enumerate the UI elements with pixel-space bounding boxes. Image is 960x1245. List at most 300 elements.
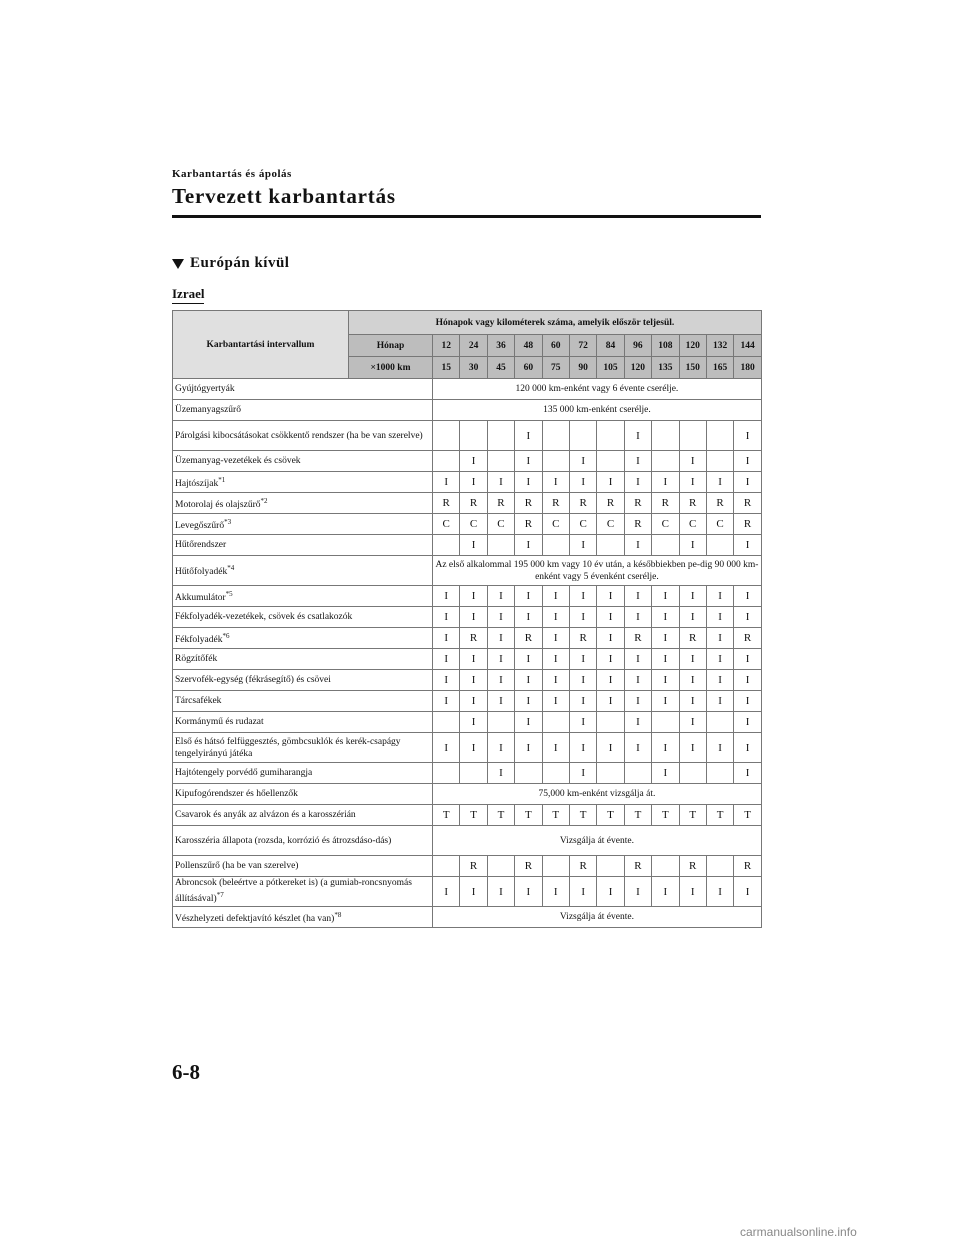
schedule-cell: I	[460, 607, 487, 628]
item-name	[173, 628, 433, 649]
km-15: 15	[433, 357, 460, 379]
km-120: 120	[624, 357, 651, 379]
item-label: Levegőszűrő	[175, 521, 225, 532]
schedule-cell: I	[542, 649, 569, 670]
schedule-cell: I	[515, 691, 542, 712]
schedule-cell: R	[624, 856, 651, 877]
schedule-cell: I	[706, 691, 733, 712]
schedule-cell: I	[487, 586, 514, 607]
footnote-ref: *1	[218, 475, 226, 484]
schedule-cell: I	[652, 472, 679, 493]
schedule-cell: I	[460, 691, 487, 712]
schedule-cell: R	[433, 493, 460, 514]
schedule-cell	[542, 535, 569, 556]
schedule-cell: I	[487, 628, 514, 649]
schedule-cell: I	[597, 628, 624, 649]
item-name	[173, 670, 433, 691]
schedule-cell	[487, 451, 514, 472]
schedule-cell: I	[542, 628, 569, 649]
schedule-cell	[679, 421, 706, 451]
schedule-cell: R	[569, 856, 596, 877]
month-36: 36	[487, 335, 514, 357]
item-name	[173, 379, 433, 400]
schedule-cell: T	[706, 805, 733, 826]
table-row	[173, 649, 762, 670]
schedule-cell: I	[460, 877, 487, 907]
schedule-cell: C	[652, 514, 679, 535]
table-row	[173, 514, 762, 535]
schedule-cell	[597, 856, 624, 877]
schedule-cell	[706, 535, 733, 556]
item-name	[173, 826, 433, 856]
interval-note: Vizsgálja át évente.	[433, 907, 762, 928]
schedule-cell: T	[542, 805, 569, 826]
schedule-cell	[569, 421, 596, 451]
schedule-cell: I	[569, 712, 596, 733]
interval-note: 135 000 km-enként cserélje.	[433, 400, 762, 421]
footnote-ref: *8	[334, 910, 342, 919]
table-row	[173, 586, 762, 607]
schedule-cell: R	[624, 493, 651, 514]
month-24: 24	[460, 335, 487, 357]
schedule-cell: I	[706, 649, 733, 670]
table-row	[173, 877, 762, 907]
schedule-cell	[597, 712, 624, 733]
item-name	[173, 784, 433, 805]
schedule-cell	[515, 763, 542, 784]
item-label: Hűtőfolyadék	[175, 567, 228, 578]
schedule-cell: I	[734, 607, 762, 628]
schedule-cell: I	[515, 733, 542, 763]
table-row	[173, 826, 762, 856]
schedule-cell: I	[679, 649, 706, 670]
months-or-km-header: Hónapok vagy kilométerek száma, amelyik először teljesül.	[349, 311, 762, 335]
schedule-cell: T	[597, 805, 624, 826]
month-72: 72	[569, 335, 596, 357]
schedule-cell	[624, 763, 651, 784]
item-name	[173, 472, 433, 493]
schedule-cell: R	[624, 628, 651, 649]
table-row	[173, 472, 762, 493]
schedule-cell: I	[515, 670, 542, 691]
schedule-cell	[487, 712, 514, 733]
schedule-cell	[597, 763, 624, 784]
schedule-cell: I	[624, 649, 651, 670]
schedule-cell: I	[652, 586, 679, 607]
schedule-cell: I	[624, 586, 651, 607]
schedule-cell: I	[679, 733, 706, 763]
interval-note: Vizsgálja át évente.	[433, 826, 762, 856]
schedule-cell: I	[569, 586, 596, 607]
schedule-cell: C	[460, 514, 487, 535]
schedule-cell: I	[624, 691, 651, 712]
table-row	[173, 733, 762, 763]
schedule-cell: I	[679, 586, 706, 607]
schedule-cell: I	[734, 733, 762, 763]
schedule-cell: R	[487, 493, 514, 514]
schedule-cell: I	[652, 628, 679, 649]
schedule-cell: I	[433, 733, 460, 763]
schedule-cell: I	[569, 691, 596, 712]
schedule-cell: I	[734, 763, 762, 784]
km-105: 105	[597, 357, 624, 379]
schedule-cell: I	[652, 763, 679, 784]
schedule-cell: I	[542, 472, 569, 493]
schedule-cell: I	[706, 733, 733, 763]
schedule-cell	[542, 856, 569, 877]
schedule-cell	[433, 856, 460, 877]
schedule-cell: I	[597, 607, 624, 628]
schedule-cell	[433, 535, 460, 556]
table-row	[173, 805, 762, 826]
schedule-cell: I	[624, 607, 651, 628]
table-row	[173, 763, 762, 784]
interval-note: 75,000 km-enként vizsgálja át.	[433, 784, 762, 805]
schedule-cell: I	[460, 670, 487, 691]
schedule-cell: R	[515, 628, 542, 649]
schedule-cell: I	[542, 691, 569, 712]
table-row	[173, 379, 762, 400]
item-label: Üzemanyagszűrő	[175, 405, 241, 415]
schedule-cell	[542, 763, 569, 784]
footnote-ref: *2	[260, 496, 268, 505]
schedule-cell	[652, 712, 679, 733]
item-name	[173, 712, 433, 733]
footnote-ref: *5	[225, 589, 233, 598]
schedule-cell: I	[433, 472, 460, 493]
schedule-cell: R	[734, 856, 762, 877]
schedule-cell: R	[597, 493, 624, 514]
schedule-cell: I	[734, 712, 762, 733]
item-name	[173, 421, 433, 451]
schedule-cell	[679, 763, 706, 784]
schedule-cell	[597, 451, 624, 472]
schedule-cell: I	[569, 451, 596, 472]
schedule-cell: I	[433, 877, 460, 907]
schedule-cell: I	[679, 607, 706, 628]
schedule-cell: I	[624, 535, 651, 556]
schedule-cell: I	[487, 877, 514, 907]
km-45: 45	[487, 357, 514, 379]
schedule-cell: I	[569, 607, 596, 628]
schedule-cell: I	[569, 877, 596, 907]
schedule-cell	[460, 763, 487, 784]
schedule-cell: I	[487, 691, 514, 712]
schedule-cell: I	[597, 586, 624, 607]
schedule-cell	[706, 763, 733, 784]
schedule-cell: I	[624, 670, 651, 691]
item-name	[173, 400, 433, 421]
item-label: Párolgási kibocsátásokat csökkentő rendszer (ha be van szerelve)	[175, 430, 423, 441]
schedule-cell: I	[460, 472, 487, 493]
schedule-cell: I	[433, 586, 460, 607]
schedule-cell: R	[734, 493, 762, 514]
region-label: Európán kívül	[190, 255, 290, 271]
footnote-ref: *4	[227, 564, 235, 573]
page-title: Tervezett karbantartás	[172, 184, 396, 208]
schedule-cell: I	[652, 670, 679, 691]
schedule-cell: C	[597, 514, 624, 535]
item-name	[173, 805, 433, 826]
km-75: 75	[542, 357, 569, 379]
schedule-cell: I	[515, 472, 542, 493]
item-name	[173, 493, 433, 514]
table-row	[173, 712, 762, 733]
month-144: 144	[734, 335, 762, 357]
item-name	[173, 856, 433, 877]
schedule-cell: R	[734, 628, 762, 649]
schedule-cell	[706, 856, 733, 877]
item-label: Gyújtógyertyák	[175, 384, 235, 394]
schedule-cell: I	[706, 670, 733, 691]
km-135: 135	[652, 357, 679, 379]
schedule-cell: I	[652, 691, 679, 712]
schedule-cell: I	[679, 712, 706, 733]
schedule-cell	[433, 421, 460, 451]
table-row	[173, 493, 762, 514]
schedule-cell	[706, 451, 733, 472]
month-12: 12	[433, 335, 460, 357]
schedule-cell: I	[652, 607, 679, 628]
schedule-cell: T	[460, 805, 487, 826]
schedule-cell: R	[679, 856, 706, 877]
schedule-cell: T	[624, 805, 651, 826]
schedule-cell: I	[542, 670, 569, 691]
schedule-cell: I	[433, 649, 460, 670]
schedule-cell: C	[679, 514, 706, 535]
item-name	[173, 691, 433, 712]
schedule-cell: R	[460, 493, 487, 514]
schedule-cell	[542, 712, 569, 733]
schedule-cell: C	[569, 514, 596, 535]
km-150: 150	[679, 357, 706, 379]
km-180: 180	[734, 357, 762, 379]
schedule-cell: I	[624, 877, 651, 907]
schedule-cell	[542, 421, 569, 451]
schedule-cell: I	[652, 877, 679, 907]
schedule-cell: I	[460, 535, 487, 556]
country-heading: Izrael	[172, 286, 204, 304]
schedule-cell: I	[597, 670, 624, 691]
schedule-cell: T	[652, 805, 679, 826]
item-label: Csavarok és anyák az alvázon és a karosszérián	[175, 810, 356, 820]
item-label: Fékfolyadék	[175, 635, 223, 646]
schedule-cell: I	[706, 586, 733, 607]
schedule-cell: C	[542, 514, 569, 535]
schedule-cell: I	[652, 649, 679, 670]
footnote-ref: *7	[216, 891, 224, 900]
schedule-cell	[652, 421, 679, 451]
schedule-cell: I	[487, 649, 514, 670]
schedule-cell: I	[734, 586, 762, 607]
footnote-ref: *3	[224, 517, 232, 526]
schedule-cell: I	[460, 712, 487, 733]
schedule-cell: I	[706, 607, 733, 628]
schedule-cell: I	[433, 670, 460, 691]
km-165: 165	[706, 357, 733, 379]
schedule-cell: I	[734, 691, 762, 712]
item-name	[173, 607, 433, 628]
schedule-cell: I	[487, 472, 514, 493]
schedule-cell	[652, 856, 679, 877]
schedule-cell: I	[542, 586, 569, 607]
schedule-cell: T	[487, 805, 514, 826]
schedule-cell: I	[542, 607, 569, 628]
km-30: 30	[460, 357, 487, 379]
schedule-cell: I	[679, 691, 706, 712]
schedule-cell: I	[460, 733, 487, 763]
schedule-cell: I	[597, 733, 624, 763]
schedule-cell: I	[624, 712, 651, 733]
interval-header: Karbantartási intervallum	[173, 311, 349, 379]
schedule-cell: R	[542, 493, 569, 514]
schedule-cell: T	[515, 805, 542, 826]
schedule-cell: I	[433, 628, 460, 649]
triangle-down-icon	[172, 259, 184, 269]
schedule-cell	[652, 451, 679, 472]
schedule-cell: I	[597, 877, 624, 907]
schedule-cell: C	[433, 514, 460, 535]
schedule-cell: R	[679, 493, 706, 514]
item-name	[173, 649, 433, 670]
table-row	[173, 421, 762, 451]
month-96: 96	[624, 335, 651, 357]
item-label: Rögzítőfék	[175, 654, 218, 664]
schedule-cell: I	[679, 451, 706, 472]
schedule-cell	[597, 535, 624, 556]
month-label: Hónap	[349, 335, 433, 357]
table-row	[173, 907, 762, 928]
table-row	[173, 670, 762, 691]
schedule-cell: R	[569, 628, 596, 649]
schedule-cell: I	[679, 535, 706, 556]
schedule-cell	[487, 421, 514, 451]
schedule-cell	[433, 712, 460, 733]
schedule-cell: I	[515, 877, 542, 907]
interval-note: 120 000 km-enként vagy 6 évente cserélje.	[433, 379, 762, 400]
schedule-cell: I	[706, 877, 733, 907]
item-label: Szervofék-egység (fékrásegítő) és csövei	[175, 675, 331, 685]
item-label: Hajtószíjak	[175, 479, 219, 490]
title-rule	[172, 215, 761, 218]
month-132: 132	[706, 335, 733, 357]
item-label: Hűtőrendszer	[175, 540, 227, 550]
schedule-cell	[706, 421, 733, 451]
table-row	[173, 451, 762, 472]
item-name	[173, 535, 433, 556]
footnote-ref: *6	[222, 631, 230, 640]
schedule-cell	[597, 421, 624, 451]
item-name	[173, 877, 433, 907]
schedule-cell: I	[515, 451, 542, 472]
item-label: Üzemanyag-vezetékek és csövek	[175, 456, 301, 466]
schedule-cell: R	[706, 493, 733, 514]
table-row	[173, 856, 762, 877]
month-120: 120	[679, 335, 706, 357]
schedule-cell: I	[624, 472, 651, 493]
schedule-cell: I	[569, 649, 596, 670]
item-name	[173, 763, 433, 784]
schedule-cell: I	[734, 877, 762, 907]
schedule-cell: I	[460, 586, 487, 607]
item-label: Pollenszűrő (ha be van szerelve)	[175, 861, 299, 871]
item-name	[173, 586, 433, 607]
schedule-cell	[433, 763, 460, 784]
schedule-cell	[487, 535, 514, 556]
schedule-cell	[433, 451, 460, 472]
schedule-cell: I	[569, 763, 596, 784]
schedule-cell: T	[734, 805, 762, 826]
schedule-cell: R	[515, 493, 542, 514]
schedule-cell: I	[487, 670, 514, 691]
section-label: Karbantartás és ápolás	[172, 168, 292, 180]
schedule-cell: I	[706, 472, 733, 493]
item-name	[173, 733, 433, 763]
schedule-cell: I	[624, 451, 651, 472]
table-row	[173, 556, 762, 586]
month-60: 60	[542, 335, 569, 357]
item-name	[173, 556, 433, 586]
schedule-cell	[542, 451, 569, 472]
schedule-cell: R	[460, 856, 487, 877]
schedule-cell: R	[460, 628, 487, 649]
schedule-cell: R	[679, 628, 706, 649]
schedule-cell: I	[460, 649, 487, 670]
schedule-cell: R	[569, 493, 596, 514]
schedule-cell	[652, 535, 679, 556]
schedule-cell: I	[734, 649, 762, 670]
item-label: Vészhelyzeti defektjavító készlet (ha van)	[175, 914, 335, 925]
schedule-cell: I	[679, 877, 706, 907]
month-48: 48	[515, 335, 542, 357]
item-label: Motorolaj és olajszűrő	[175, 500, 261, 511]
item-label: Karosszéria állapota (rozsda, korrózió és átrozsdáso-dás)	[175, 835, 392, 846]
item-label: Akkumulátor	[175, 593, 226, 604]
item-label: Kipufogórendszer és hőellenzők	[175, 789, 298, 799]
schedule-cell: R	[515, 856, 542, 877]
table-row	[173, 691, 762, 712]
table-row	[173, 784, 762, 805]
schedule-cell: I	[597, 649, 624, 670]
table-row	[173, 628, 762, 649]
schedule-cell: I	[460, 451, 487, 472]
km-90: 90	[569, 357, 596, 379]
schedule-cell: I	[734, 451, 762, 472]
schedule-cell: R	[624, 514, 651, 535]
schedule-cell: I	[624, 733, 651, 763]
schedule-cell	[706, 712, 733, 733]
schedule-cell: I	[515, 586, 542, 607]
schedule-cell: C	[706, 514, 733, 535]
schedule-cell: I	[734, 472, 762, 493]
schedule-cell: R	[734, 514, 762, 535]
maintenance-table-body	[173, 379, 762, 928]
schedule-cell: I	[515, 421, 542, 451]
table-row	[173, 607, 762, 628]
schedule-cell: C	[487, 514, 514, 535]
schedule-cell: I	[542, 733, 569, 763]
schedule-cell: I	[734, 670, 762, 691]
region-heading	[172, 255, 289, 272]
km-60: 60	[515, 357, 542, 379]
schedule-cell: I	[487, 607, 514, 628]
schedule-cell: I	[487, 763, 514, 784]
item-label: Kormánymű és rudazat	[175, 717, 264, 727]
schedule-cell: I	[515, 535, 542, 556]
schedule-cell	[487, 856, 514, 877]
month-108: 108	[652, 335, 679, 357]
table-row	[173, 400, 762, 421]
